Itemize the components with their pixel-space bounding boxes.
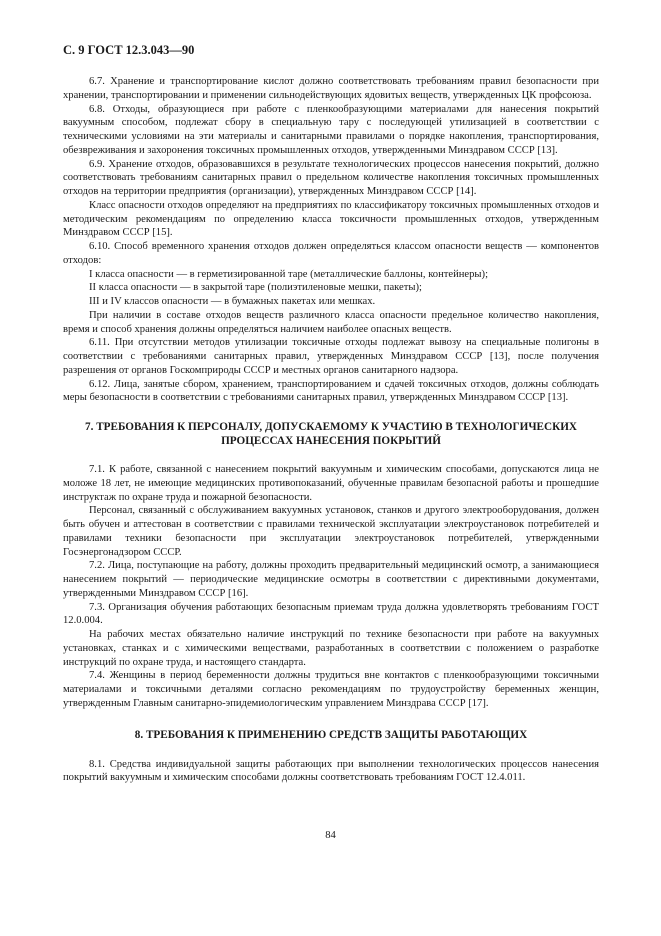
document-body [63,75,599,785]
list-item-class-3-4: III и IV классов опасности — в бумажных пакетах или мешках. [89,296,376,307]
paragraph-8-1: 8.1. Средства индивидуальной защиты работающих при выполнении технологических процессов нанесения покрытий вакуумным и химическим способами должны соответствовать требованиям ГОСТ 12.4.011. [63,758,599,784]
list-item-class-2: II класса опасности — в закрытой таре (полиэтиленовые мешки, пакеты); [89,282,422,294]
paragraph-6-9: 6.9. Хранение отходов, образовавшихся в результате технологических процессов нанесения покрытий, должно соответствовать требованиям санитарных правил о предельном количестве накопления токсичных промышленных отходов на территории предприятия (организации), утвержденных Минздравом СССР [14]. [63,158,599,197]
paragraph-7-2: 7.2. Лица, поступающие на работу, должны проходить предварительный медицинский осмотр, а занимающиеся нанесением покрытий — периодические медицинские осмотры в соответствии с директивными документами, утвержденными Минздравом СССР [16]. [63,560,599,599]
paragraph-6-8: 6.8. Отходы, образующиеся при работе с пленкообразующими материалами для нанесения покрытий вакуумным способом, подлежат сбору в специальную тару с последующей утилизацией в соответствии с техническими условиями на эти материалы и санитарными правилами о порядке накопления, транспортирования, обезвреживания и захоронения токсичных промышленных отходов, утвержденными Минздравом СССР [13]. [63,103,599,156]
paragraph-6-12: 6.12. Лица, занятые сбором, хранением, транспортированием и сдачей токсичных отходов, должны соблюдать меры безопасности в соответствии с требованиями санитарных правил, утвержденных Минздравом СССР [13]. [63,378,599,404]
section-7-paragraphs [63,463,599,711]
paragraph-instructions: На рабочих местах обязательно наличие инструкций по технике безопасности при работе на вакуумных установках, станках и с химическими веществами, разработанных в соответствии с положением о разработке инструкций по охране труда, и настоящего стандарта. [63,629,599,668]
page-header: С. 9 ГОСТ 12.3.043—90 [63,43,195,57]
page-number: 84 [325,830,336,841]
paragraph-6-11: 6.11. При отсутствии методов утилизации токсичные отходы подлежат вывозу на специальные полигоны в соответствии с требованиями санитарных правил, утвержденных Минздравом СССР [13], после получения разрешения от органов Госкомприроды СССР и местных органов санитарного надзора. [63,337,599,376]
paragraph-7-4: 7.4. Женщины в период беременности должны трудиться вне контактов с пленкообразующими токсичными материалами и токсичными деталями согласно рекомендациям по трудоустройству беременных женщин, утвержденным Главным санитарно-эпидемиологическим управлением Минздрава СССР [17]. [63,670,599,709]
paragraph-6-10: 6.10. Способ временного хранения отходов должен определяться классом опасности веществ — компонентов отходов: [63,241,599,266]
section-8-heading: 8. ТРЕБОВАНИЯ К ПРИМЕНЕНИЮ СРЕДСТВ ЗАЩИТЫ РАБОТАЮЩИХ [134,728,528,741]
paragraph-waste-class: Класс опасности отходов определяют на предприятиях по классификатору токсичных промышленных отходов и методическим рекомендациям по определению класса токсичности промышленных отходов, утвержденным Минздравом СССР [15]. [63,199,599,239]
paragraph-6-7: 6.7. Хранение и транспортирование кислот должно соответствовать требованиям правил безопасности при хранении, транспортировании и применении сильнодействующих ядовитых веществ, утвержденных ЦК профсоюза. [63,76,599,101]
paragraph-mixed-classes: При наличии в составе отходов веществ различного класса опасности предельное количество накопления, время и способ хранения должны определяться наличием наиболее опасных веществ. [63,309,599,335]
list-item-class-1: I класса опасности — в герметизированной таре (металлические баллоны, контейнеры); [89,268,489,280]
paragraph-7-3: 7.3. Организация обучения работающих безопасным приемам труда должна удовлетворять требованиям ГОСТ 12.0.004. [63,601,599,627]
section-7-heading: 7. ТРЕБОВАНИЯ К ПЕРСОНАЛУ, ДОПУСКАЕМОМУ К УЧАСТИЮ В ТЕХНОЛОГИЧЕСКИХ ПРОЦЕССАХ НАНЕСЕНИЯ ПОКРЫТИЙ [85,421,577,447]
paragraph-personnel: Персонал, связанный с обслуживанием вакуумных установок, станков и другого электрооборудования, должен быть обучен и аттестован в соответствии с правилами технической эксплуатации электроустановок потребителей и правилами техники безопасности при эксплуатации электроустановок потребителей, утвержденными Госэнергонадзором СССР. [63,505,599,558]
paragraph-7-1: 7.1. К работе, связанной с нанесением покрытий вакуумным и химическим способами, допускаются лица не моложе 18 лет, не имеющие медицинских противопоказаний, обученные правилам безопасной работы и прошедшие инструктаж по охране труда и пожарной безопасности. [63,464,599,503]
section-8-paragraphs [63,758,599,786]
section-6-paragraphs [63,75,599,405]
